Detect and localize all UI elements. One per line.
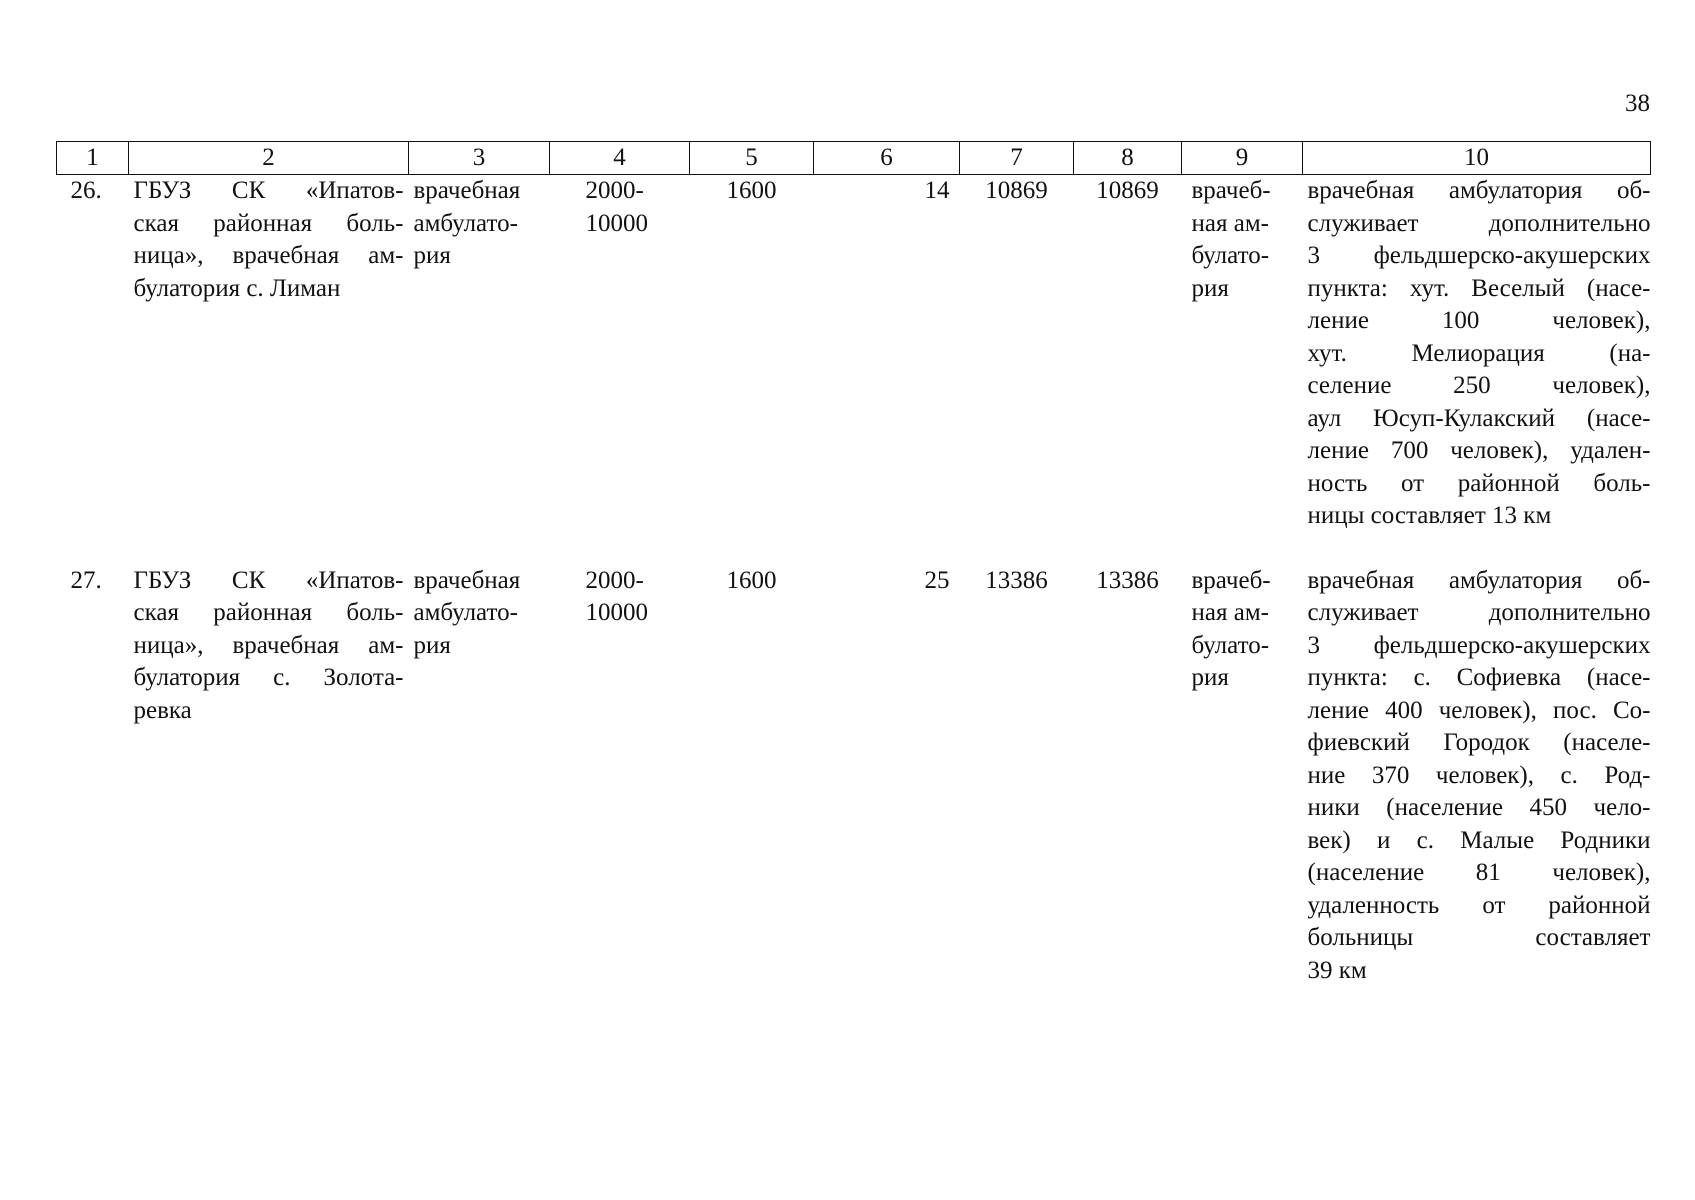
text-line: врачебная <box>413 566 521 594</box>
column-header: 10 <box>1303 142 1651 175</box>
text-line: 10000 <box>585 599 648 626</box>
institution-name <box>129 175 409 565</box>
col8-value: 13386 <box>1096 566 1159 594</box>
col9-value <box>1182 565 1303 988</box>
column-header: 4 <box>550 142 690 175</box>
col8-value: 10869 <box>1096 177 1159 204</box>
text-line: ревка <box>133 696 192 724</box>
population-range <box>550 565 690 988</box>
text-line: ская районная боль- <box>133 599 404 626</box>
facility-type <box>409 175 550 565</box>
text-line: врачебная амбулатория об- <box>1307 566 1651 594</box>
column-header: 9 <box>1182 142 1303 175</box>
text-line: ники (население 450 чело- <box>1307 794 1651 821</box>
col9-value <box>1182 175 1303 565</box>
text-line: рия <box>413 242 451 269</box>
col5-value: 1600 <box>726 566 777 594</box>
text-line: ГБУЗ СК «Ипатов- <box>133 566 404 594</box>
text-line: булато- <box>1191 631 1270 659</box>
text-line: ница», врачебная ам- <box>133 631 404 659</box>
text-line: селение 250 человек), <box>1307 372 1651 399</box>
text-line: ницы составляет 13 км <box>1307 502 1552 529</box>
table-row <box>57 565 1651 988</box>
text-line: врачебная <box>413 177 521 204</box>
text-line: 3 фельдшерско-акушерских <box>1307 631 1651 659</box>
text-line: булатория с. Золота- <box>133 664 404 691</box>
institution-name <box>129 565 409 988</box>
col6-value: 25 <box>924 566 950 594</box>
col7-value: 10869 <box>985 177 1048 204</box>
text-line: рия <box>1191 274 1229 302</box>
text-line: 39 км <box>1307 956 1367 984</box>
text-line: аул Юсуп-Кулакский (насе- <box>1307 404 1651 432</box>
table-header-row <box>57 142 1651 175</box>
column-header: 7 <box>960 142 1074 175</box>
column-header: 6 <box>814 142 960 175</box>
population-range <box>550 175 690 565</box>
text-line: ница», врачебная ам- <box>133 242 404 269</box>
col7-value: 13386 <box>985 566 1048 594</box>
text-line: 2000- <box>585 177 644 204</box>
text-line: врачеб- <box>1191 177 1271 204</box>
text-line: ление 100 человек), <box>1307 307 1651 334</box>
text-line: 3 фельдшерско-акушерских <box>1307 242 1651 269</box>
text-line: врачебная амбулатория об- <box>1307 177 1651 204</box>
column-header: 8 <box>1074 142 1182 175</box>
text-line: 10000 <box>585 209 648 237</box>
text-line: больницы составляет <box>1307 924 1651 951</box>
column-header: 1 <box>57 142 129 175</box>
col5-value: 1600 <box>726 177 777 204</box>
text-line: ГБУЗ СК «Ипатов- <box>133 177 404 204</box>
text-line: ная ам- <box>1191 209 1269 237</box>
text-line: врачеб- <box>1191 566 1271 594</box>
text-line: амбулато- <box>413 599 518 626</box>
table-row <box>57 175 1651 565</box>
text-line: рия <box>413 631 451 659</box>
text-line: ная ам- <box>1191 599 1269 626</box>
text-line: служивает дополнительно <box>1307 599 1651 626</box>
text-line: ние 370 человек), с. Род- <box>1307 761 1651 789</box>
text-line: булато- <box>1191 242 1270 269</box>
note <box>1303 175 1651 565</box>
note <box>1303 565 1651 988</box>
row-number: 27. <box>70 566 102 594</box>
text-line: удаленность от районной <box>1307 891 1651 919</box>
text-line: век) и с. Малые Родники <box>1307 826 1651 854</box>
facility-type <box>409 565 550 988</box>
text-line: служивает дополнительно <box>1307 209 1651 237</box>
text-line: ская районная боль- <box>133 209 404 237</box>
row-number: 26. <box>70 177 102 204</box>
text-line: ность от районной боль- <box>1307 469 1651 497</box>
text-line: хут. Мелиорация (на- <box>1307 339 1651 367</box>
column-header: 2 <box>129 142 409 175</box>
col6-value: 14 <box>924 177 950 204</box>
text-line: булатория с. Лиман <box>133 274 341 302</box>
text-line: ление 700 человек), удален- <box>1307 437 1651 464</box>
text-line: пункта: хут. Веселый (насе- <box>1307 274 1651 302</box>
institutions-table <box>56 141 1651 987</box>
page-number: 38 <box>1625 90 1650 117</box>
text-line: фиевский Городок (населе- <box>1307 729 1651 756</box>
text-line: пункта: с. Софиевка (насе- <box>1307 664 1651 691</box>
text-line: (население 81 человек), <box>1307 859 1651 886</box>
text-line: ление 400 человек), пос. Со- <box>1307 696 1651 724</box>
text-line: 2000- <box>585 566 644 594</box>
text-line: рия <box>1191 664 1229 691</box>
column-header: 5 <box>690 142 814 175</box>
column-header: 3 <box>409 142 550 175</box>
text-line: амбулато- <box>413 209 518 237</box>
